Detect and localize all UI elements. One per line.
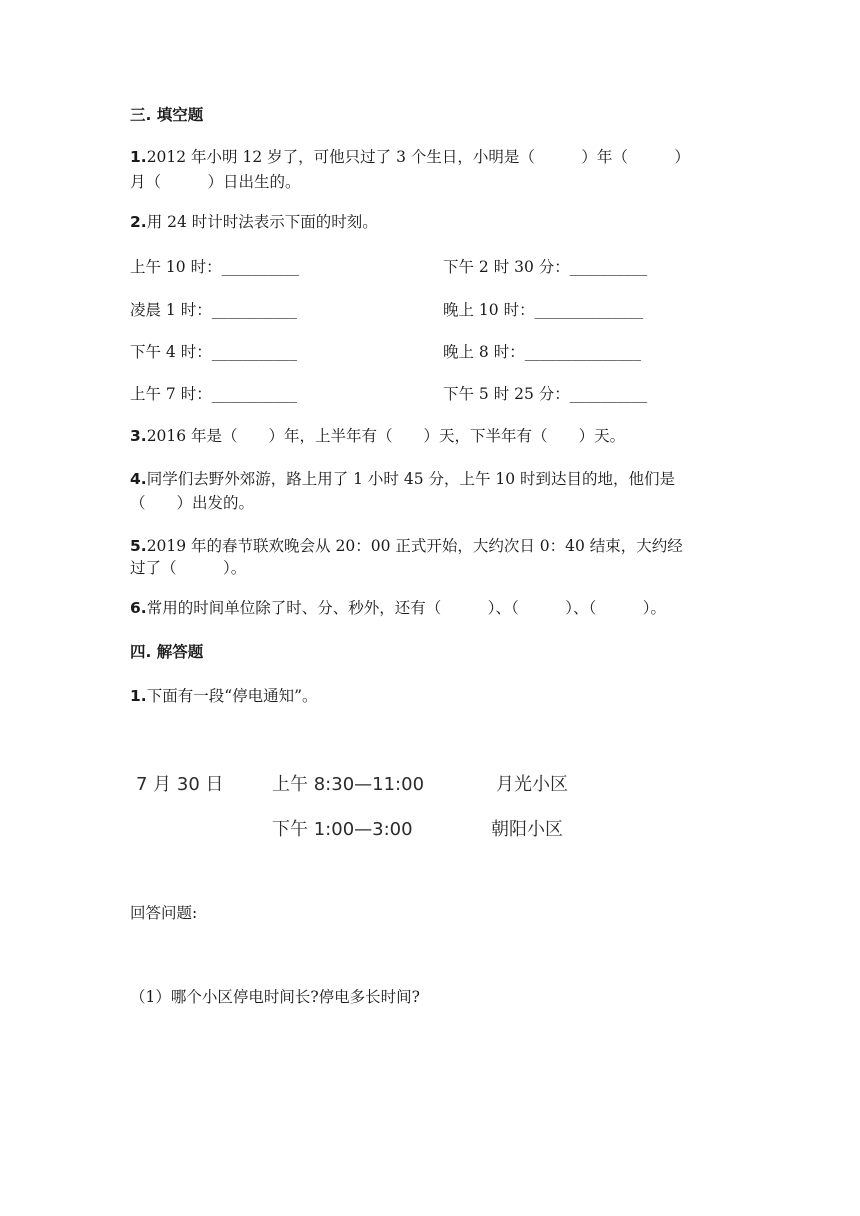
time-item-left: 上午 7 时：___________	[130, 385, 297, 403]
question-number: 6.	[130, 599, 147, 617]
question-1-line2: 月（ ）日出生的。	[130, 173, 301, 191]
answer-prompt: 回答问题:	[130, 904, 198, 922]
question-3	[130, 425, 625, 447]
notice-place-2: 朝阳小区	[491, 819, 563, 840]
time-item-right: 晚上 8 时：_______________	[443, 343, 641, 361]
question-text-line1: 同学们去野外郊游，路上用了 1 小时 45 分，上午 10 时到达目的地，他们是	[146, 470, 676, 488]
question-5	[130, 535, 683, 557]
section-3-title: 三. 填空题	[130, 106, 204, 124]
answer-question-1	[130, 685, 318, 707]
question-1	[130, 146, 690, 168]
notice-time-2: 下午 1:00—3:00	[272, 819, 413, 840]
question-4	[130, 468, 675, 490]
time-item-right: 晚上 10 时：______________	[443, 301, 644, 319]
question-2	[130, 211, 378, 233]
notice-place-1: 月光小区	[496, 774, 568, 795]
question-6	[130, 597, 666, 619]
section-4-title: 四. 解答题	[130, 643, 204, 661]
sub-question-1: （1）哪个小区停电时间长?停电多长时间?	[130, 988, 420, 1006]
question-number: 1.	[130, 148, 147, 166]
question-text: 下面有一段“停电通知”。	[146, 687, 318, 705]
time-item-left: 凌晨 1 时：___________	[130, 301, 297, 319]
question-number: 2.	[130, 213, 147, 231]
question-text: 用 24 时计时法表示下面的时刻。	[146, 213, 378, 231]
question-number: 3.	[130, 427, 147, 445]
time-item-left: 下午 4 时：___________	[130, 343, 297, 361]
notice-date: 7 月 30 日	[136, 774, 224, 795]
time-item-right: 下午 2 时 30 分：__________	[443, 258, 648, 276]
time-item-left: 上午 10 时：__________	[130, 258, 300, 276]
notice-time-1: 上午 8:30—11:00	[272, 774, 425, 795]
question-number: 5.	[130, 537, 147, 555]
question-5-line2: 过了（ ）。	[130, 559, 247, 577]
question-text: 2016 年是（ ）年，上半年有（ ）天，下半年有（ ）天。	[146, 427, 626, 445]
time-item-right: 下午 5 时 25 分：__________	[443, 385, 648, 403]
question-text-line1: 2012 年小明 12 岁了，可他只过了 3 个生日，小明是（ ）年（ ）	[146, 148, 690, 166]
question-4-line2: （ ）出发的。	[130, 494, 255, 512]
question-text-line1: 2019 年的春节联欢晚会从 20：00 正式开始，大约次日 0：40 结束，大约经	[146, 537, 683, 555]
question-number: 4.	[130, 470, 147, 488]
question-number: 1.	[130, 687, 147, 705]
question-text: 常用的时间单位除了时、分、秒外，还有（ ）、（ ）、（ ）。	[146, 599, 666, 617]
